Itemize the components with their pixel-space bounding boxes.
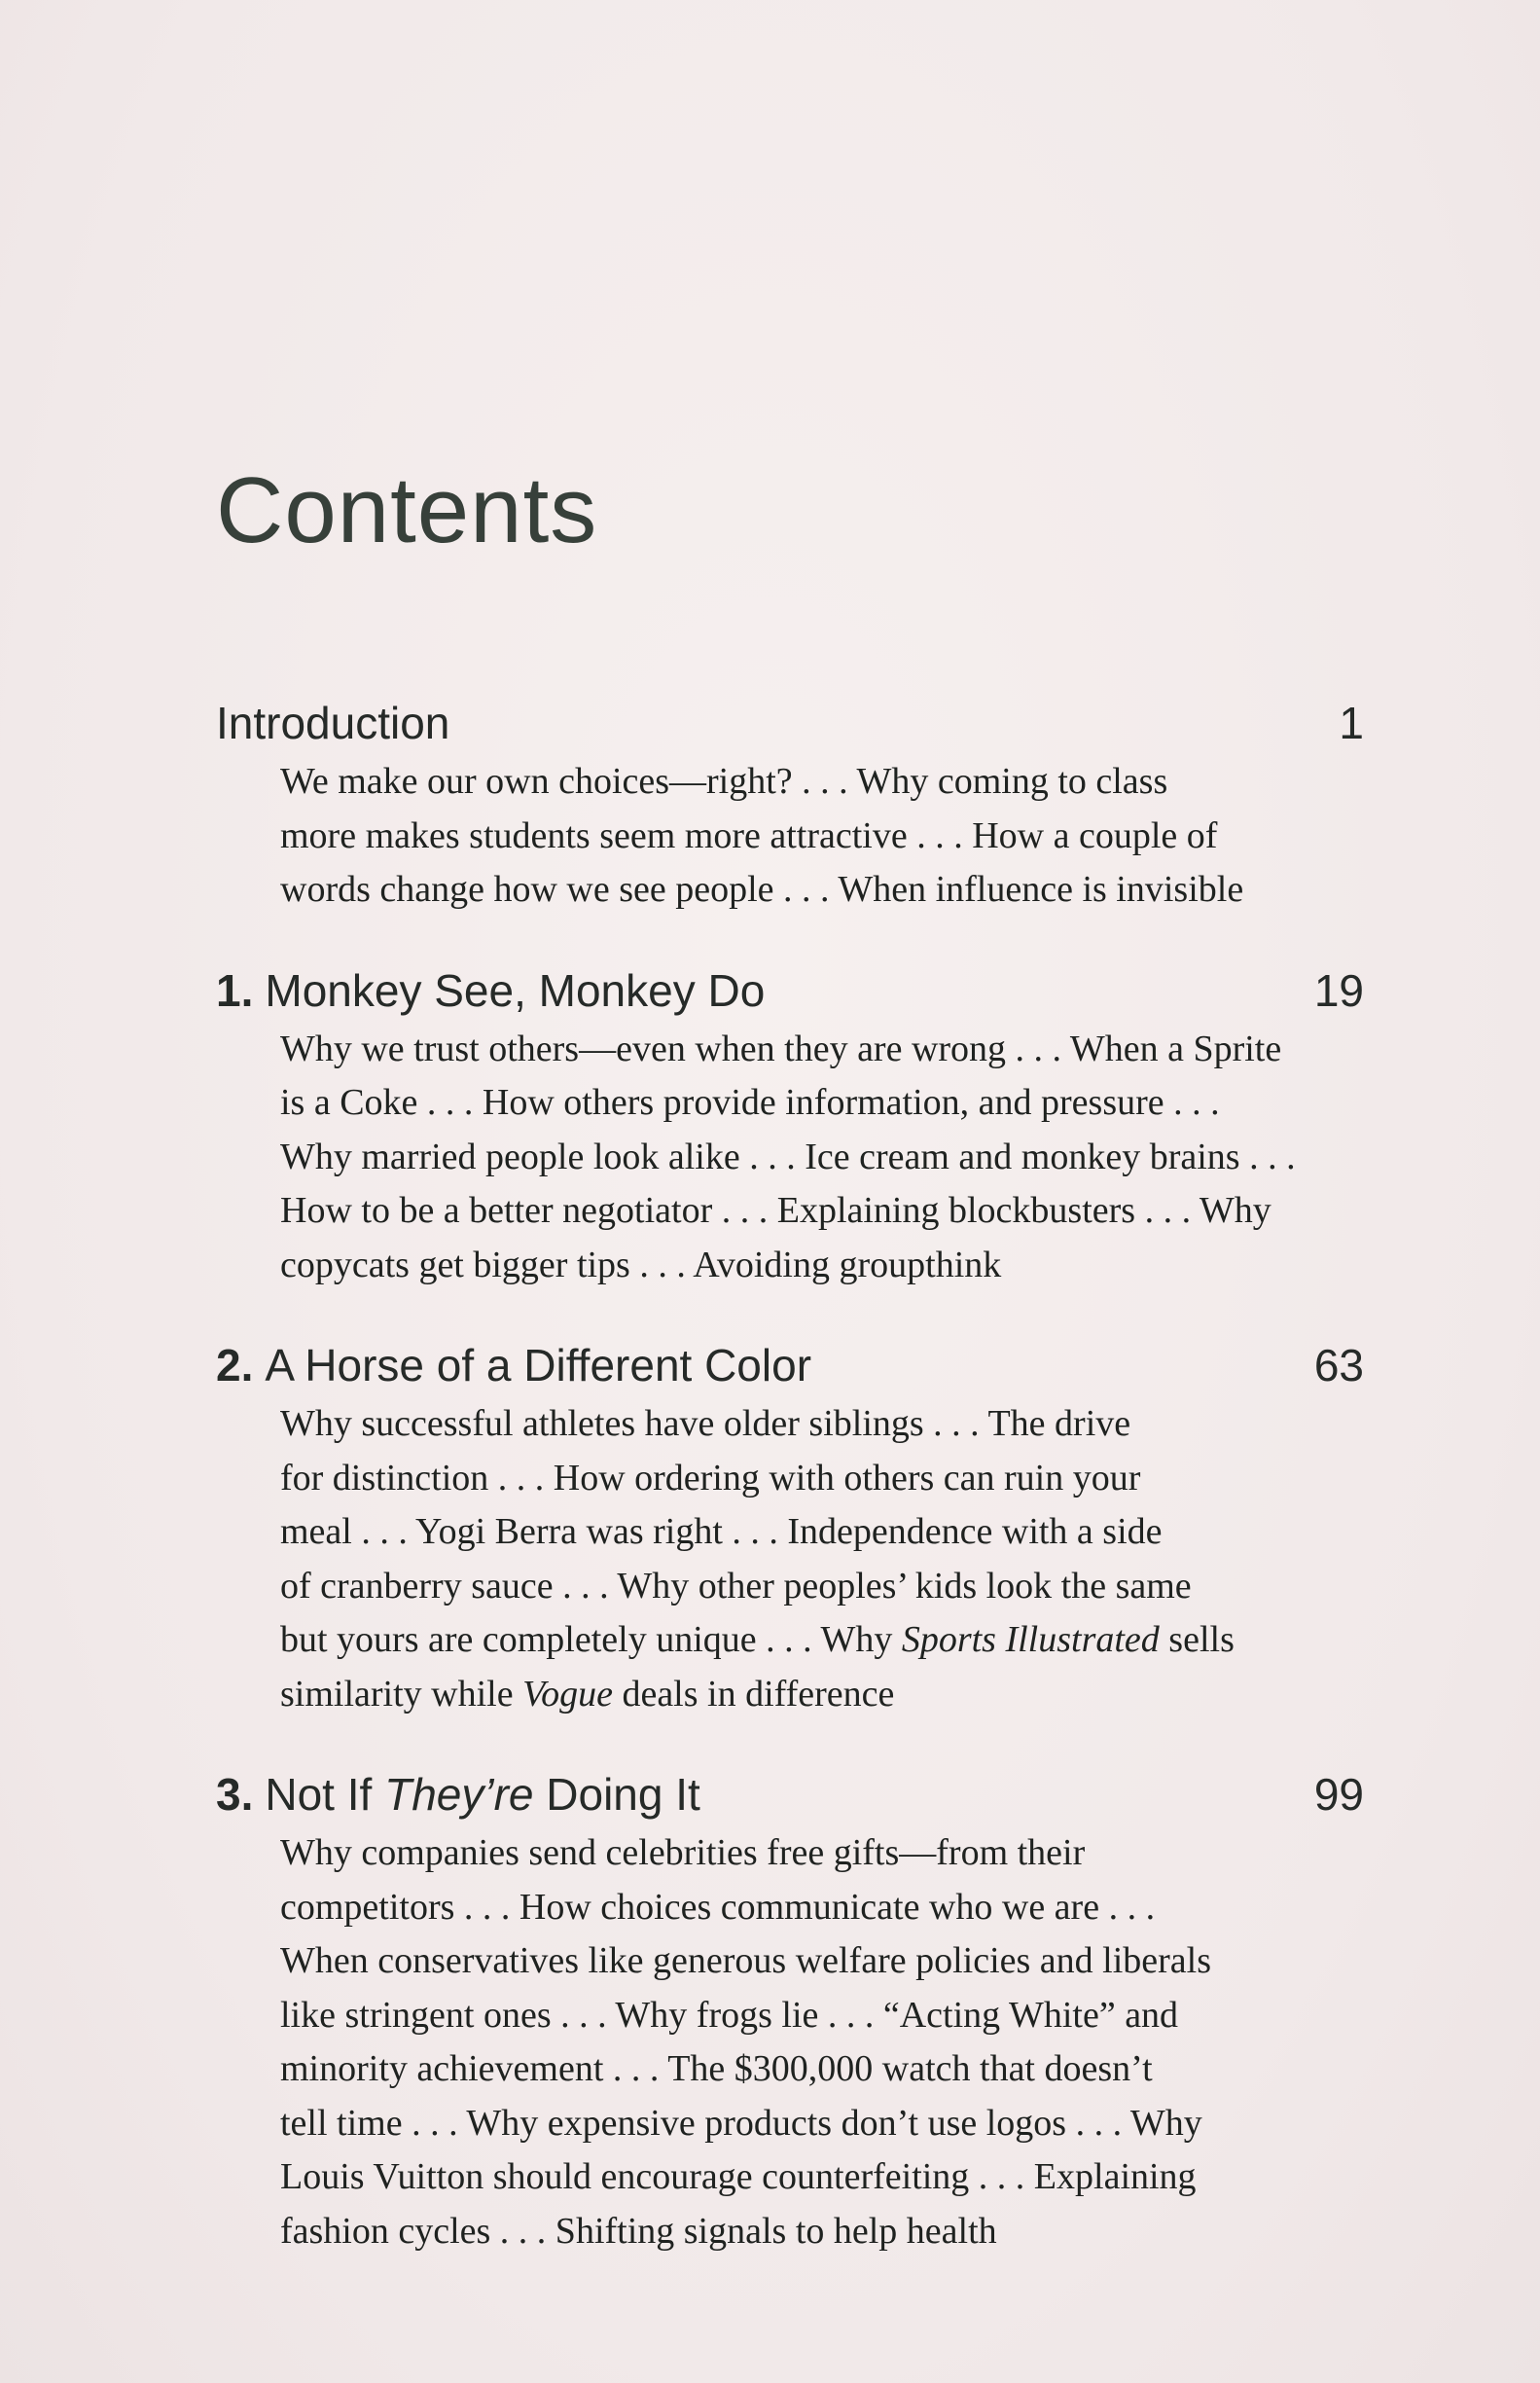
description-line: fashion cycles . . . Shifting signals to help health: [280, 2210, 997, 2252]
toc-entry-heading: [216, 1762, 1364, 1826]
description-line: for distinction . . . How ordering with others can ruin your: [280, 1457, 1141, 1498]
page-title: Contents: [216, 458, 598, 562]
chapter-number: 3.: [216, 1769, 254, 1820]
text-run: similarity while: [280, 1673, 523, 1715]
toc-entry-title: Introduction: [216, 698, 450, 748]
description-line: [280, 1613, 1311, 1668]
chapter-number: 2.: [216, 1340, 254, 1390]
description-line: We make our own choices—right? . . . Why coming to class: [280, 761, 1168, 802]
toc-entry-page: 1: [1339, 698, 1364, 748]
description-line: meal . . . Yogi Berra was right . . . Independence with a side: [280, 1511, 1163, 1552]
text-run: deals in difference: [612, 1673, 895, 1715]
toc-entry-page: 19: [1313, 964, 1364, 1016]
toc-entry-chapter-2[interactable]: [216, 1333, 1364, 1721]
toc-entry-description: [280, 1023, 1311, 1293]
toc-entry-description: [280, 1826, 1311, 2258]
toc-entry-title: A Horse of a Different Color: [265, 1340, 812, 1390]
description-line: [280, 1668, 1311, 1722]
description-line: words change how we see people . . . When influence is invisible: [280, 869, 1244, 910]
toc-entry-chapter-3[interactable]: [216, 1762, 1364, 2258]
description-line: tell time . . . Why expensive products don’t use logos . . . Why: [280, 2102, 1202, 2144]
toc-entry-heading: [216, 958, 1364, 1023]
toc-entry-description: [280, 1397, 1311, 1721]
toc-entry-title: [265, 1769, 699, 1820]
description-line: competitors . . . How choices communicate who we are . . .: [280, 1886, 1156, 1928]
toc-entry-heading: [216, 1333, 1364, 1397]
description-line: When conservatives like generous welfare policies and liberals: [280, 1940, 1212, 1981]
description-line: copycats get bigger tips . . . Avoiding groupthink: [280, 1244, 1002, 1285]
toc-entry-description: [280, 755, 1311, 918]
description-line: How to be a better negotiator . . . Explaining blockbusters . . . Why: [280, 1190, 1271, 1231]
toc-entry-page: 99: [1313, 1769, 1364, 1820]
toc-entry-introduction[interactable]: [216, 691, 1364, 918]
text-run: but yours are completely unique . . . Why: [280, 1619, 902, 1660]
description-line: Louis Vuitton should encourage counterfeiting . . . Explaining: [280, 2156, 1197, 2197]
chapter-number: 1.: [216, 964, 254, 1016]
toc-entry-chapter-1[interactable]: [216, 958, 1364, 1293]
magazine-title-sports-illustrated: Sports Illustrated: [901, 1619, 1160, 1660]
table-of-contents: [216, 691, 1364, 2299]
description-line: more makes students seem more attractive . . . How a couple of: [280, 814, 1218, 856]
description-line: Why companies send celebrities free gifts—from their: [280, 1832, 1086, 1873]
description-line: of cranberry sauce . . . Why other peoples’ kids look the same: [280, 1565, 1192, 1607]
description-line: Why we trust others—even when they are wrong . . . When a Sprite: [280, 1028, 1282, 1069]
title-run: Doing It: [533, 1769, 700, 1820]
description-line: is a Coke . . . How others provide information, and pressure . . .: [280, 1082, 1220, 1123]
title-emphasis: They’re: [384, 1769, 534, 1820]
description-line: Why married people look alike . . . Ice cream and monkey brains . . .: [280, 1136, 1296, 1177]
magazine-title-vogue: Vogue: [522, 1673, 613, 1715]
title-run: Not If: [265, 1769, 385, 1820]
toc-entry-heading: [216, 691, 1364, 755]
description-line: Why successful athletes have older siblings . . . The drive: [280, 1403, 1131, 1444]
toc-entry-title: Monkey See, Monkey Do: [265, 964, 766, 1016]
text-run: sells: [1159, 1619, 1235, 1660]
description-line: like stringent ones . . . Why frogs lie . . . “Acting White” and: [280, 1994, 1179, 2036]
description-line: minority achievement . . . The $300,000 watch that doesn’t: [280, 2048, 1153, 2089]
toc-entry-page: 63: [1313, 1340, 1364, 1390]
